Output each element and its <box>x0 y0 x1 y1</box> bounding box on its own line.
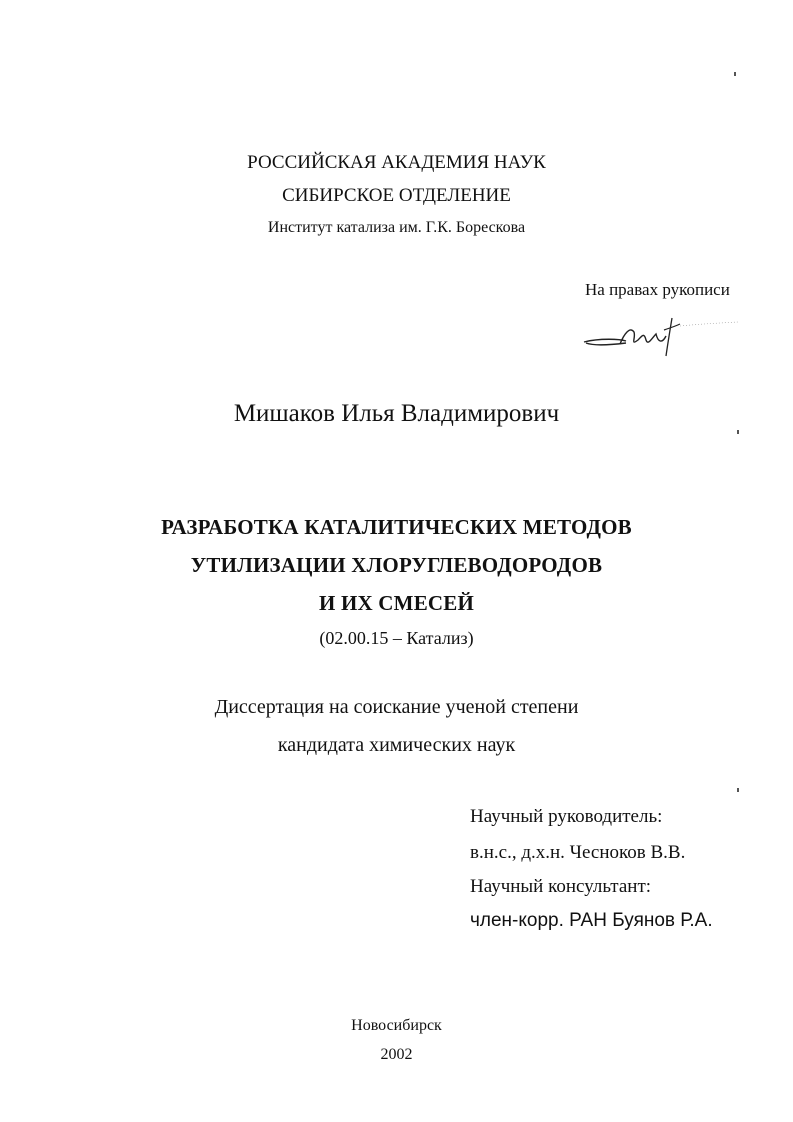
title-line-2: УТИЛИЗАЦИИ ХЛОРУГЛЕВОДОРОДОВ <box>190 553 603 577</box>
academy-name: РОССИЙСКАЯ АКАДЕМИЯ НАУК <box>247 152 546 173</box>
scan-speck <box>737 788 739 792</box>
consultant-name: член-корр. РАН Буянов Р.А. <box>470 910 713 931</box>
advisor-name: в.н.с., д.х.н. Чесноков В.В. <box>470 842 686 863</box>
branch-name: СИБИРСКОЕ ОТДЕЛЕНИЕ <box>282 185 511 206</box>
author-name: Мишаков Илья Владимирович <box>233 400 560 427</box>
advisor-label: Научный руководитель: <box>470 806 663 827</box>
title-line-1: РАЗРАБОТКА КАТАЛИТИЧЕСКИХ МЕТОДОВ <box>161 515 632 539</box>
scan-speck <box>737 430 739 434</box>
specialty-code: (02.00.15 – Катализ) <box>319 628 474 648</box>
title-line-3: И ИХ СМЕСЕЙ <box>318 591 475 615</box>
scan-speck <box>734 72 736 76</box>
city: Новосибирск <box>351 1017 442 1034</box>
year: 2002 <box>380 1046 413 1063</box>
handwritten-signature <box>580 312 740 360</box>
dissertation-line-1: Диссертация на соискание ученой степени <box>214 696 579 718</box>
dissertation-line-2: кандидата химических наук <box>277 734 516 756</box>
consultant-label: Научный консультант: <box>470 876 652 897</box>
rights-note: На правах рукописи <box>585 280 730 299</box>
institute-name: Институт катализа им. Г.К. Борескова <box>267 219 526 236</box>
